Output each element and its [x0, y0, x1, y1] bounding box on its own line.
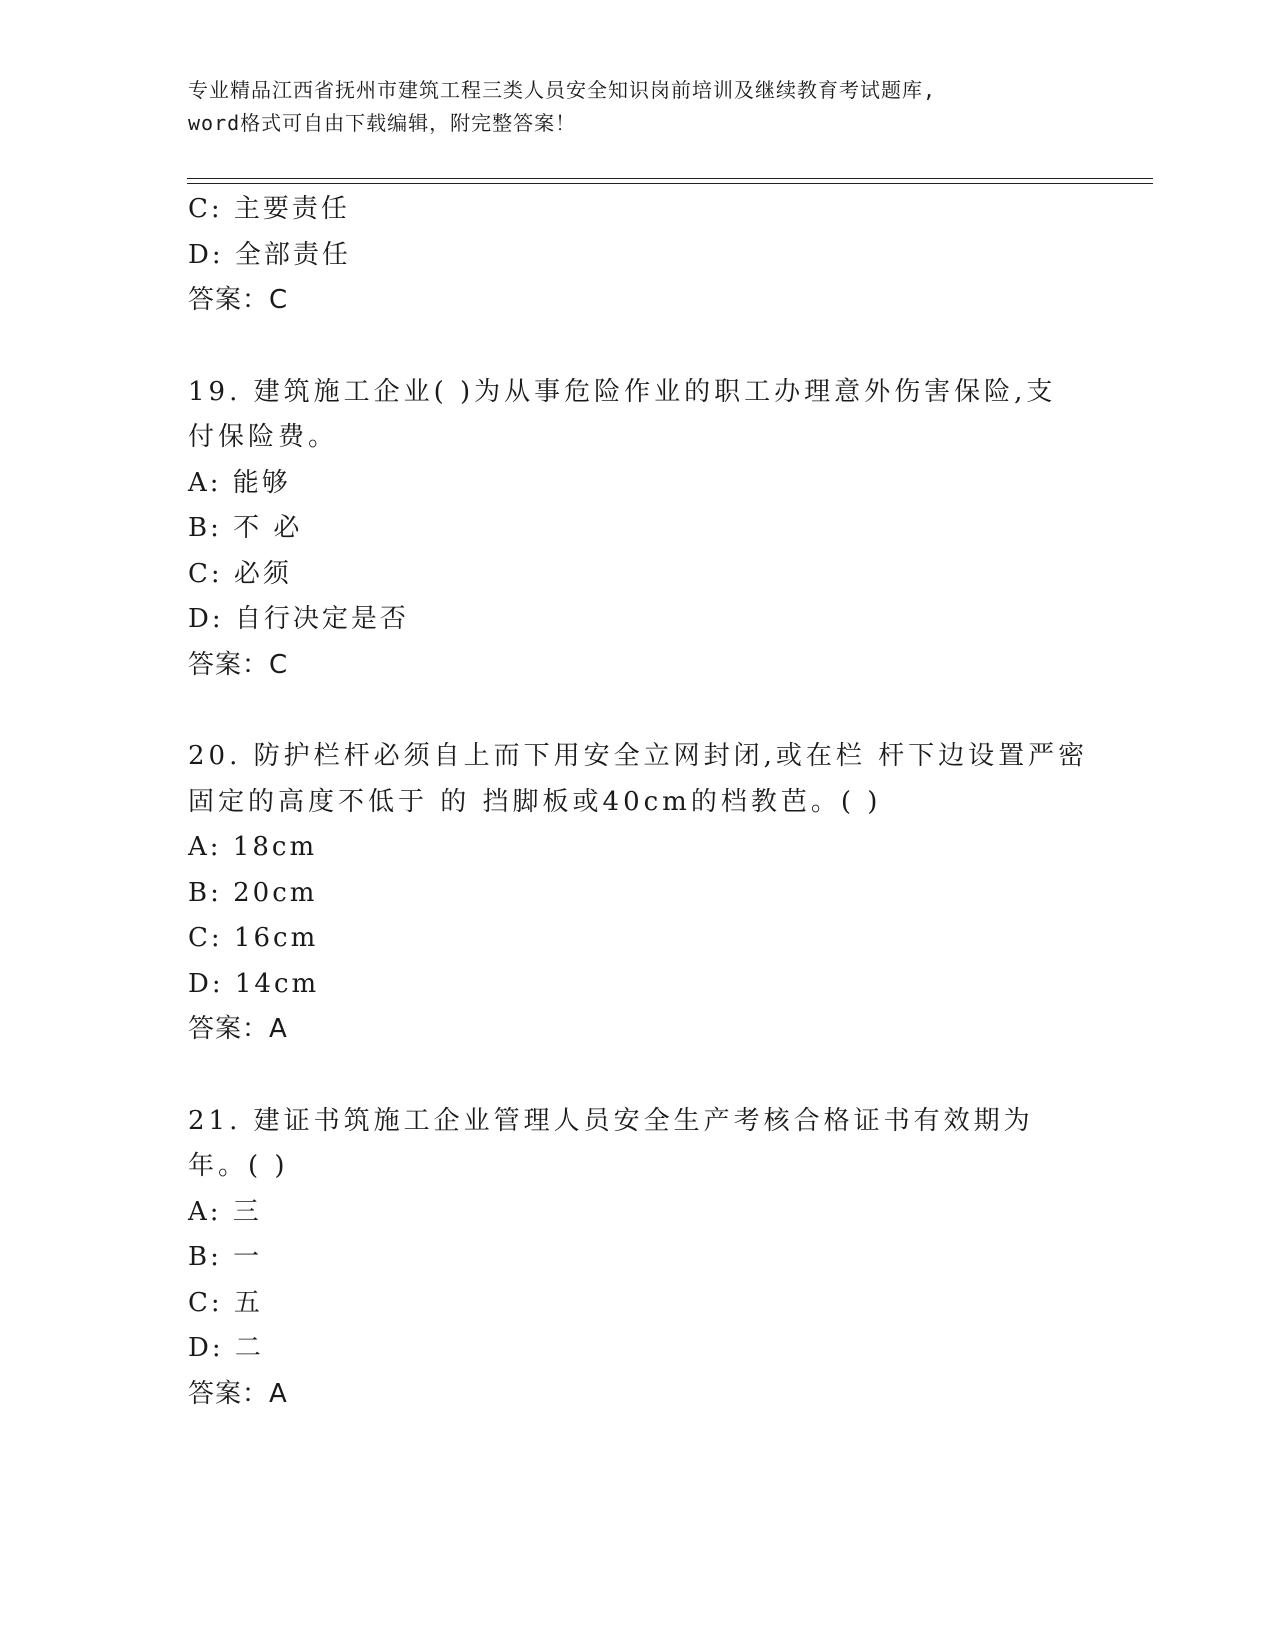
- option-c: C: 主要责任: [188, 194, 350, 224]
- header-divider-top: [187, 178, 1153, 179]
- option-d: D: 全部责任: [188, 239, 351, 270]
- option-b: B: 一: [188, 1242, 263, 1272]
- option-b: B: 不 必: [188, 513, 303, 543]
- question-text-line-1: 21. 建证书筑施工企业管理人员安全生产考核合格证书有效期为: [188, 1105, 1034, 1136]
- question-content: [188, 187, 1088, 1417]
- option-c: C: 16cm: [188, 923, 319, 953]
- document-header: [188, 74, 1088, 140]
- header-line-2: word格式可自由下载编辑，附完整答案！: [188, 111, 577, 135]
- question-text-line-2: 付保险费。: [188, 422, 339, 452]
- question-text-line-2: 年。( ): [188, 1151, 289, 1181]
- answer-line: 答案：C: [188, 649, 289, 680]
- option-d: D: 14cm: [188, 968, 320, 999]
- header-divider-bottom: [187, 183, 1153, 184]
- question-21: [188, 1099, 1088, 1418]
- option-d: D: 自行决定是否: [188, 604, 409, 634]
- option-c: C: 必须: [188, 558, 292, 589]
- question-text-line-1: 19. 建筑施工企业( )为从事危险作业的职工办理意外伤害保险,支: [188, 376, 1057, 407]
- header-line-1: 专业精品江西省抚州市建筑工程三类人员安全知识岗前培训及继续教育考试题库,: [188, 78, 937, 102]
- question-text-line-2: 固定的高度不低于 的 挡脚板或40cm的档教芭。( ): [188, 786, 882, 817]
- option-d: D: 二: [188, 1333, 264, 1363]
- answer-line: 答案：A: [188, 1014, 288, 1044]
- option-a: A: 能够: [188, 467, 291, 498]
- question-text-line-1: 20. 防护栏杆必须自上而下用安全立网封闭,或在栏 杆下边设置严密: [188, 741, 1089, 771]
- option-a: A: 18cm: [188, 832, 318, 862]
- option-a: A: 三: [188, 1196, 262, 1227]
- option-b: B: 20cm: [188, 877, 318, 908]
- option-c: C: 五: [188, 1287, 263, 1318]
- question-20: [188, 734, 1088, 1053]
- question-19: [188, 370, 1088, 689]
- answer-line: 答案：C: [188, 285, 289, 315]
- previous-question-tail: [188, 187, 1088, 324]
- answer-line: 答案：A: [188, 1378, 288, 1409]
